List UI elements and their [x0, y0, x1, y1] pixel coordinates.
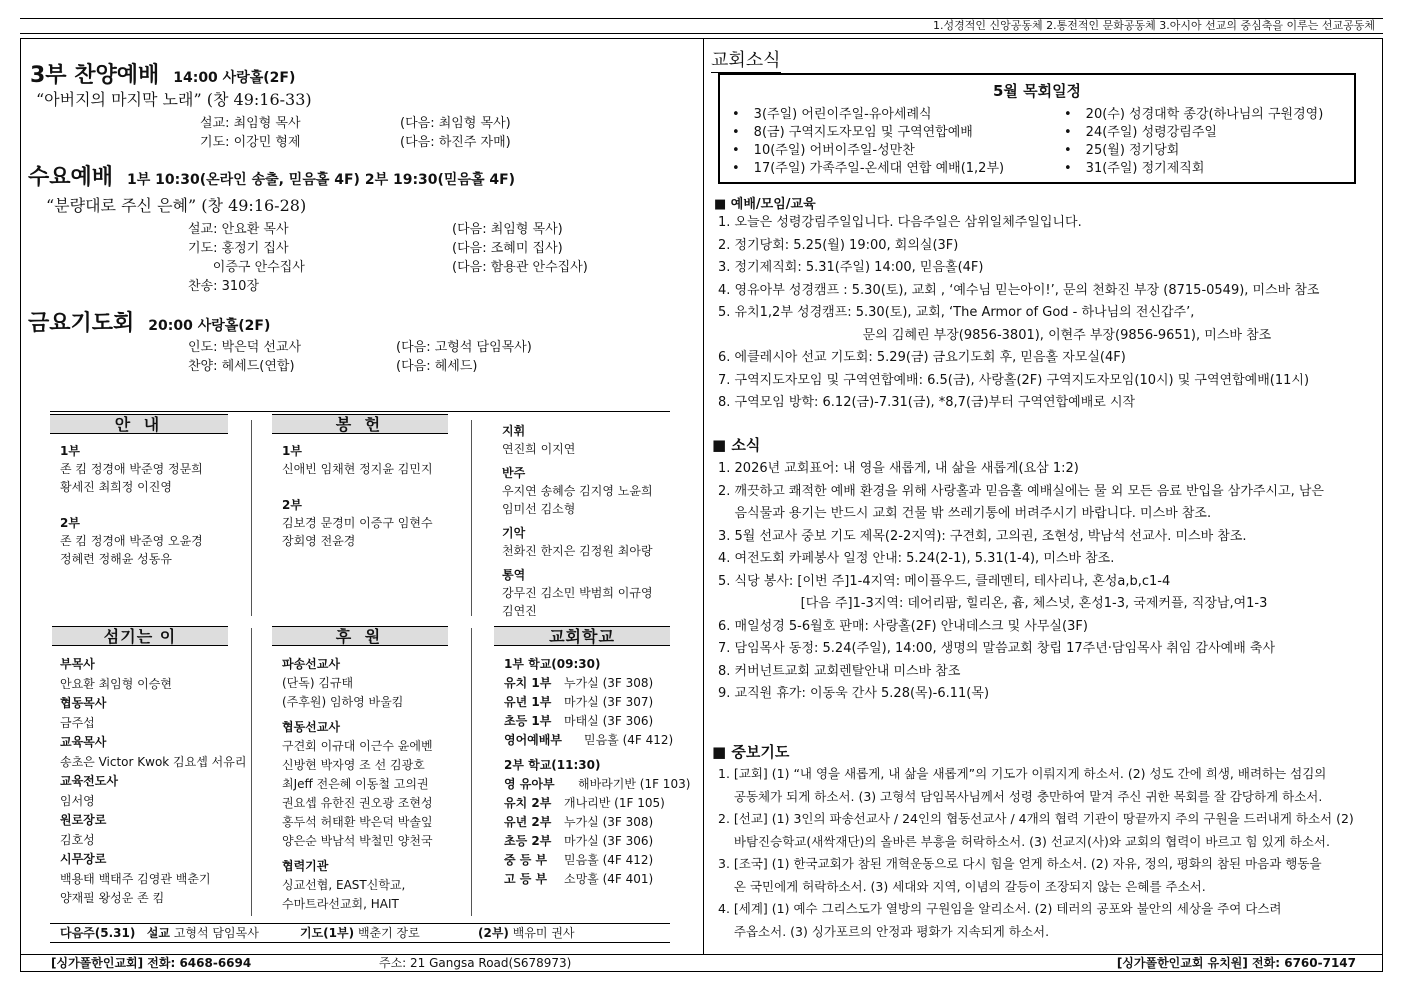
school-heading: 교회학교	[494, 626, 670, 646]
box-divider	[471, 628, 472, 916]
servants-heading: 섬기는 이	[52, 626, 228, 646]
church-address: 주소: 21 Gangsa Road(S678973)	[379, 956, 572, 970]
wednesday-heading: 수요예배 1부 10:30(온라인 송출, 믿음홀 4F) 2부 19:30(믿음홀 4F)	[28, 165, 516, 190]
friday-roles: 인도: 박은덕 선교사 (다음: 고형석 담임목사) 찬양: 헤세드(연합) (다음: 헤세드)	[188, 340, 532, 374]
news-title: 교회소식	[711, 50, 781, 71]
news-list: 1. 2026년 교회표어: 내 영을 새롭게, 내 삶을 새롭게(요삼 1:2) 2. 깨끗하고 쾌적한 예배 환경을 위해 사랑홀과 믿음홀 예배실에는 물 외 모든 음료 반입을 삼가주시고, 남은 음식물과 용기는 반드시 교회 건물 밖 쓰레기통에 버려주시기 바랍니다. 미스바 참조. 3. 5월 선교사 중보 기도 제목(2-2지역): 구견회, 고의권, 조현성, 박남석 선교사. 미스바 참조. 4. 여전도회 카페봉사 일정 안내: 5.24(2-1), 5.31(1-4), 미스바 참조. 5. 식당 봉사: [이번 주]1-4지역: 메이플우드, 클레멘티, 테사리나, 혼성a,b,c1-4 [다음 주]1-3지역: 데어리팜, 힐리온, 흄, 체스넛, 혼성1-3, 국제커플, 직장남,여1-3 6. 매일성경 5-6월호 판매: 사랑홀(2F) 안내데스크 및 사무실(3F) 7. 담임목사 동정: 5.24(주일), 14:00, 생명의 말씀교회 창립 17주년·담임목사 취임 감사예배 축사 8. 커버넌트교회 교회렌탈안내 미스바 참조 9. 교직원 휴가: 이동욱 간사 5.28(목)-6.11(목)	[718, 461, 1324, 701]
guide-heading: 안 내	[50, 414, 228, 434]
servants-list: 부목사 안요환 최임형 이승현 협동목사 금주섭 교육목사 송초은 Victor Kwok 김요셉 서유리 교육전도사 임서영 원로장로 김호성 시무장로 백용태 백태주 김영관 백춘기 양재필 왕성운 존 킴	[60, 657, 247, 905]
support-heading: 후 원	[272, 626, 448, 646]
support-list: 파송선교사 (단독) 김규태 (주후원) 임하영 바울킴 협동선교사 구견회 이규대 이근수 윤에벤 신방현 박자영 조 선 김광호 최Jeff 전은혜 이동철 고의권 권요셉 유한진 권오광 조현성 홍두석 허태환 박은덕 박솔잎 양은순 박남석 박철민 양천국 협력기관 싱교선협, EAST신학교, 수마트라선교회, HAIT	[282, 657, 433, 911]
service3-roles: 설교: 최임형 목사 (다음: 최임형 목사) 기도: 이강민 형제 (다음: 하진주 자매)	[200, 116, 511, 150]
wednesday-sermon: “분량대로 주신 은혜” (창 49:16-28)	[46, 196, 307, 215]
box-divider	[251, 420, 252, 616]
friday-heading: 금요기도회 20:00 사랑홀(2F)	[28, 311, 271, 336]
footer-bar	[20, 955, 1383, 972]
school-list: 1부 학교(09:30) 유치 1부 누가실 (3F 308) 유년 1부 마가실 (3F 307) 초등 1부 마태실 (3F 306) 영어예배부 믿음홀 (4F 412) 2부 학교(11:30) 영 유아부 해바라기반 (1F 103) 유치 2부 개나리반 (1F 105) 유년 2부 누가실 (3F 308) 초등 2부 마가실 (3F 306) 중 등 부 믿음홀 (4F 412) 고 등 부 소망홀 (4F 401)	[504, 657, 691, 886]
church-phone: [싱가폴한인교회] 전화: 6468-6694	[51, 956, 252, 970]
may-schedule-box	[718, 73, 1356, 184]
service3-sermon: “아버지의 마지막 노래” (창 49:16-33)	[36, 90, 312, 109]
box-divider	[471, 420, 472, 616]
prayer-section-title: ■ 중보기도	[712, 743, 790, 761]
boxes-top-rule	[50, 411, 670, 412]
schedule-col1: • 3(주일) 어린이주일-유아세례식 • 8(금) 구역지도자모임 및 구역연합예배 • 10(주일) 어버이주일-성만찬 • 17(주일) 가족주일-온세대 연합 예배(1,2부)	[732, 106, 1004, 178]
schedule-col2: • 20(수) 성경대학 종강(하나님의 구원경영) • 24(주일) 성령강림주일 • 25(월) 정기당회 • 31(주일) 정기제직회	[1064, 106, 1323, 178]
schedule-title: 5월 목회일정	[992, 82, 1082, 100]
news-section-title: ■ 소식	[712, 436, 761, 454]
service3-heading: 3부 찬양예배 14:00 사랑홀(2F)	[30, 63, 296, 88]
music-list: 지휘 연진희 이지연 반주 우지연 송혜승 김지영 노윤희 임미선 김소형 기악 천화진 한지은 김정원 최아랑 통역 강무진 김소민 박범희 이규영 김연진	[502, 424, 653, 618]
kinder-phone: [싱가폴한인교회 유치원] 전화: 6760-7147	[1116, 956, 1356, 970]
offering-list: 1부 신애빈 임채현 정지윤 김민지 2부 김보경 문경미 이증구 임현수 장회영 전윤경	[282, 444, 433, 548]
offering-heading: 봉 헌	[272, 414, 448, 434]
prayer-list: 1. [교회] (1) “내 영을 새롭게, 내 삶을 새롭게”의 기도가 이뤄지게 하소서. (2) 성도 간에 희생, 배려하는 섬김의 공동체가 되게 하소서. (3) 고형석 담임목사님께서 성령 충만하여 맡겨 주신 귀한 목회를 잘 감당하게 하소서. 2. [선교] (1) 3인의 파송선교사 / 24인의 협동선교사 / 4개의 협력 기관이 땅끝까지 주의 구원을 드러내게 하소서 (2) 바탐진승학교(새싹재단)의 올바른 부흥을 허락하소서. (3) 선교지(사)와 교회의 협력이 바르고 힘 있게 하소서. 3. [조국] (1) 한국교회가 참된 개혁운동으로 다시 힘을 얻게 하소서. (2) 자유, 정의, 평화의 참된 마음과 행동을 온 국민에게 허락하소서. (3) 세대와 지역, 이념의 갈등이 조장되지 않는 은혜를 주소서. 4. [세계] (1) 예수 그리스도가 열방의 구원임을 알리소서. (2) 테러의 공포와 불안의 세상을 주여 다스려 주옵소서. (3) 싱가포르의 안정과 평화가 지속되게 하소서.	[718, 766, 1354, 939]
header-motto: 1.성경적인 신앙공동체 2.통전적인 문화공동체 3.아시아 선교의 중심축을 이루는 선교공동체	[20, 18, 1383, 34]
column-divider	[703, 38, 704, 955]
box-divider	[251, 628, 252, 916]
worship-list: 1. 오늘은 성령강림주일입니다. 다음주일은 삼위일체주일입니다. 2. 정기당회: 5.25(월) 19:00, 회의실(3F) 3. 정기제직회: 5.31(주일) 14:00, 믿음홀(4F) 4. 영유아부 성경캠프 : 5.30(토), 교회 , ‘예수님 믿는아이!’, 문의 천화진 부장 (8715-0549), 미스바 참조 5. 유치1,2부 성경캠프: 5.30(토), 교회, ‘The Armor of God - 하나님의 전신갑주’, 문의 김혜린 부장(9856-3801), 이현주 부장(9856-9651), 미스바 참조 6. 에클레시아 선교 기도회: 5.29(금) 금요기도회 후, 믿음홀 자모실(4F) 7. 구역지도자모임 및 구역연합예배: 6.5(금), 사랑홀(2F) 구역지도자모임(10시) 및 구역연합예배(11시) 8. 구역모임 방학: 6.12(금)-7.31(금), *8,7(금)부터 구역연합예배로 시작	[718, 215, 1320, 410]
guide-list: 1부 존 킴 정경애 박준영 정문희 황세진 최희정 이진영 2부 존 킴 정경애 박준영 오윤경 정혜련 정해윤 성동유	[60, 444, 203, 566]
worship-section-title: ■ 예배/모임/교육	[714, 197, 816, 212]
next-week-bar: 다음주(5.31) 설교 고형석 담임목사 기도(1부) 백춘기 장로 (2부) 백유미 권사	[50, 923, 670, 943]
wednesday-roles: 설교: 안요환 목사 (다음: 최임형 목사) 기도: 홍정기 집사 (다음: 조혜미 집사) 이증구 안수집사 (다음: 함용관 안수집사) 찬송: 310장	[188, 222, 588, 294]
